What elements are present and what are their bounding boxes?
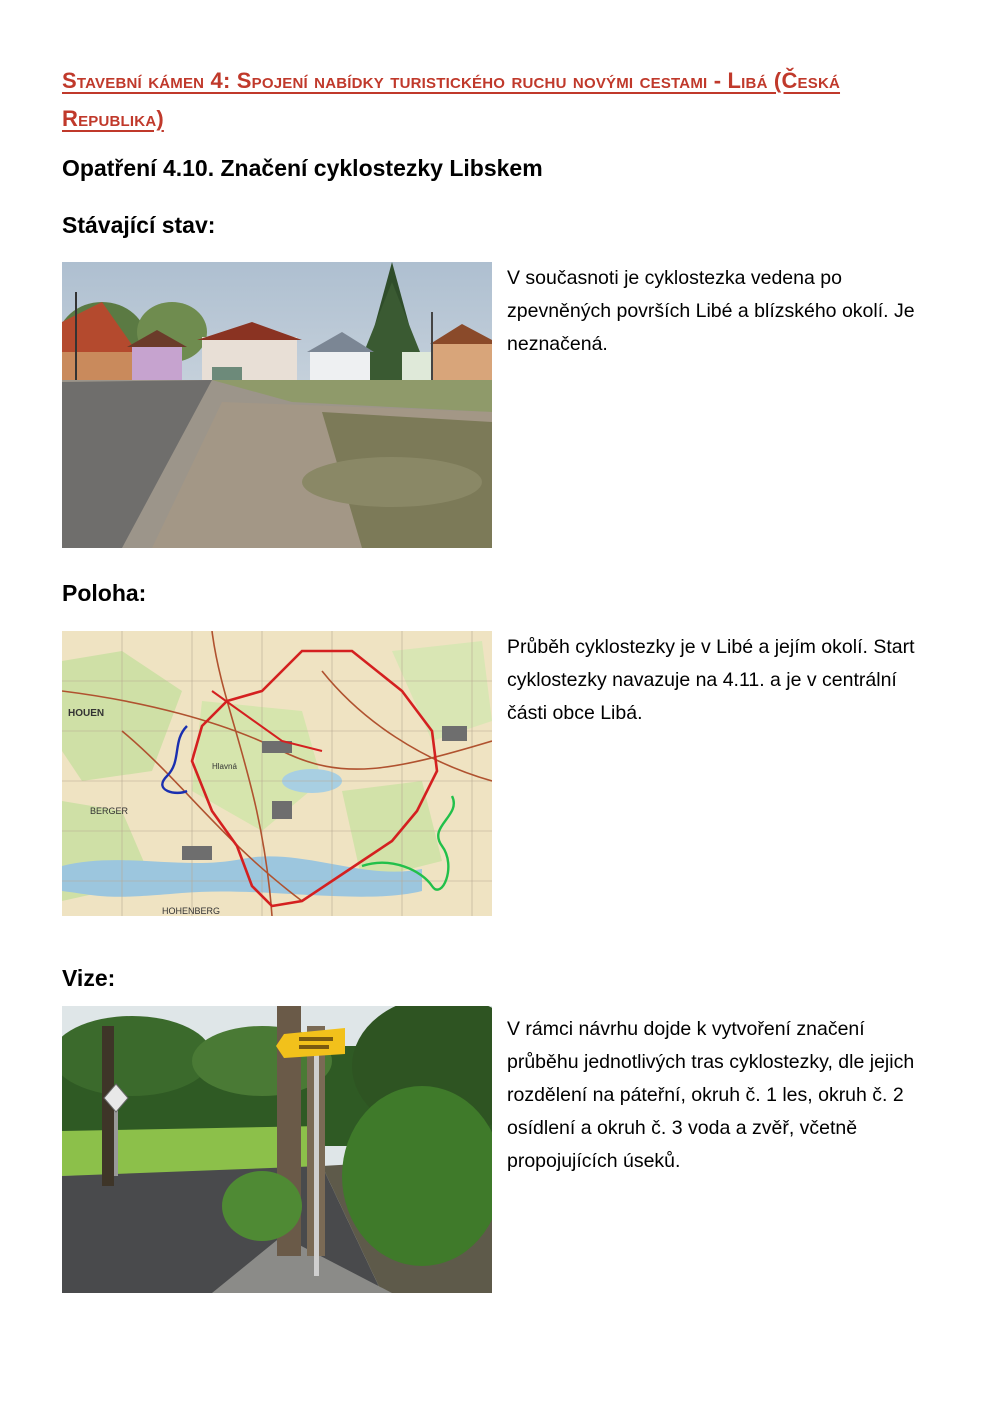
village-square-photo [62,262,492,548]
signpost-photo [62,1006,492,1293]
current-state-text: V současnoti je cyklostezka vedena po zpevněných površích Libé a blízského okolí. Je neznačená. [507,267,915,355]
map-label-town-west: HOUEN [68,708,105,719]
vision-text: V rámci návrhu dojde k vytvoření značení průběhu jednotlivých tras cyklostezky, dle jejich rozdělení na páteřní, okruh č. 1 les, okruh č. 2 osídlení a okruh č. 3 voda a zvěř, včetně propojujících úseků. [507,1018,915,1172]
section-heading-location: Poloha: [62,580,147,606]
route-map-image [62,631,492,916]
map-label-town-south: HOHENBERG [162,906,221,916]
map-label-peak: Hlavná [212,762,237,771]
measure-heading: Opatření 4.10. Značení cyklostezky Libskem [62,155,543,181]
map-label-town-southwest: BERGER [90,806,129,816]
section-heading-current-state: Stávající stav: [62,212,216,238]
location-text: Průběh cyklostezky je v Libé a jejím okolí. Start cyklostezky navazuje na 4.11. a je v centrální části obce Libá. [507,636,915,724]
document-title: Stavební kámen 4: Spojení nabídky turistického ruchu novými cestami - Libá (Česká Republika) [62,68,841,131]
section-heading-vision: Vize: [62,965,116,991]
